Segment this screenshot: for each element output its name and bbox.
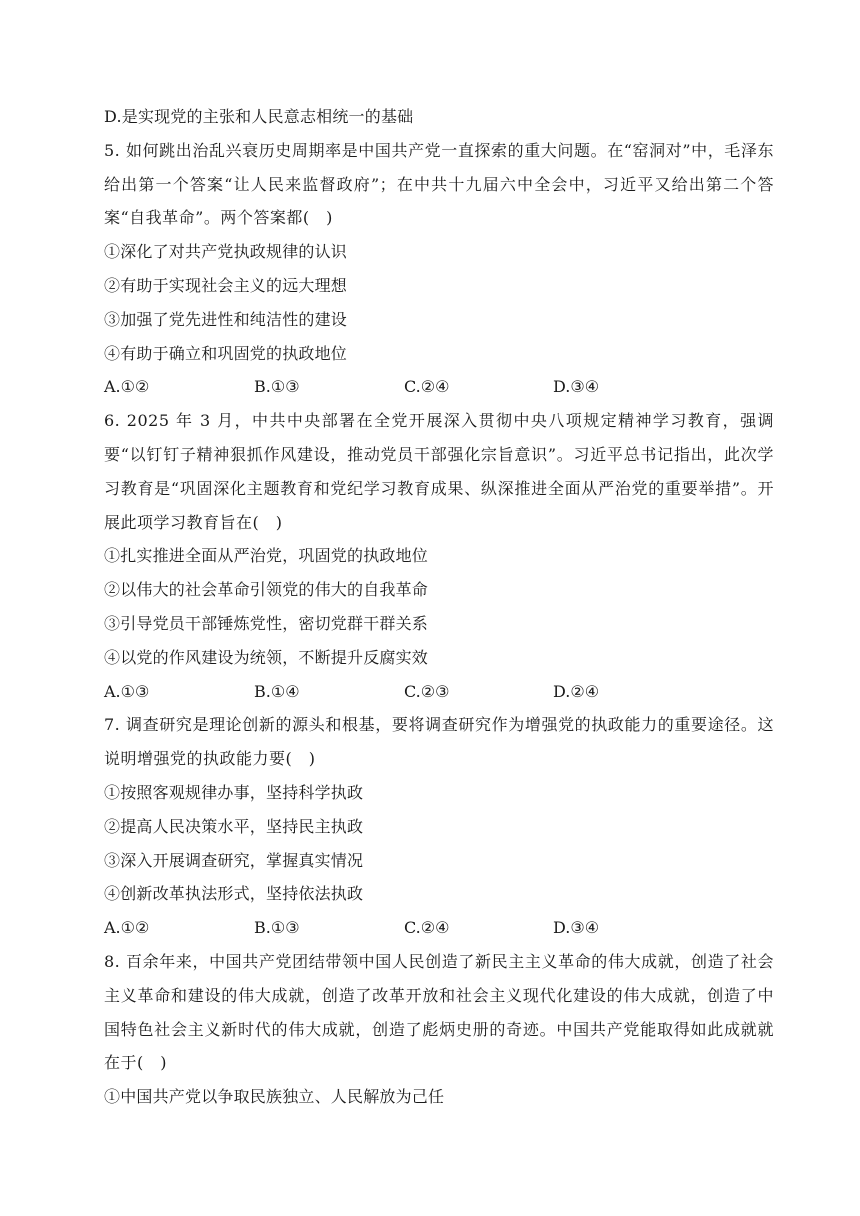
question-5 — [104, 134, 774, 404]
option-d-previous-question: D.是实现党的主张和人民意志相统一的基础 — [104, 107, 414, 126]
document-page — [104, 100, 774, 1114]
question-6-options — [104, 675, 774, 709]
question-6-item-2: ②以伟大的社会革命引领党的伟大的自我革命 — [104, 580, 429, 600]
question-5-option-a: A.①② — [104, 377, 150, 397]
question-7-item-4: ④创新改革执法形式，坚持依法执政 — [104, 884, 364, 904]
question-6-option-d: D.②④ — [553, 681, 600, 701]
question-7-option-c: C.②④ — [404, 918, 450, 938]
question-6-option-c: C.②③ — [404, 681, 450, 701]
question-5-item-4: ④有助于确立和巩固党的执政地位 — [104, 343, 348, 363]
question-6-item-1: ①扎实推进全面从严治党，巩固党的执政地位 — [104, 546, 429, 566]
question-6 — [104, 404, 774, 708]
question-6-item-3: ③引导党员干部锤炼党性，密切党群干群关系 — [104, 613, 429, 633]
question-8 — [104, 945, 774, 1114]
question-5-item-1: ①深化了对共产党执政规律的认识 — [104, 242, 348, 262]
question-8-stem: 8. 百余年来，中国共产党团结带领中国人民创造了新民主主义革命的伟大成就，创造了社会主义革命和建设的伟大成就，创造了改革开放和社会主义现代化建设的伟大成就，创造了中国特色社会主义新时代的伟大成就，创造了彪炳史册的奇迹。中国共产党能取得如此成就就在于( ) — [104, 951, 774, 1073]
question-7-option-b: B.①③ — [254, 918, 300, 938]
question-8-item-1: ①中国共产党以争取民族独立、人民解放为己任 — [104, 1087, 445, 1107]
question-5-option-c: C.②④ — [404, 377, 450, 397]
question-7-option-a: A.①② — [104, 918, 150, 938]
question-5-stem: 5. 如何跳出治乱兴衰历史周期率是中国共产党一直探索的重大问题。在“窑洞对”中，毛泽东给出第一个答案“让人民来监督政府”；在中共十九届六中全会中，习近平又给出第二个答案“自我革命”。两个答案都( ) — [104, 140, 774, 228]
question-5-item-2: ②有助于实现社会主义的远大理想 — [104, 275, 348, 295]
question-7-item-2: ②提高人民决策水平，坚持民主执政 — [104, 816, 364, 836]
question-6-option-b: B.①④ — [254, 681, 300, 701]
question-6-item-4: ④以党的作风建设为统领，不断提升反腐实效 — [104, 647, 429, 667]
question-5-option-d: D.③④ — [553, 377, 600, 397]
question-5-option-b: B.①③ — [254, 377, 300, 397]
question-6-stem: 6. 2025 年 3 月，中共中央部署在全党开展深入贯彻中央八项规定精神学习教育，强调要“以钉钉子精神狠抓作风建设，推动党员干部强化宗旨意识”。习近平总书记指出，此次学习教育是“巩固深化主题教育和党纪学习教育成果、纵深推进全面从严治党的重要举措”。开展此项学习教育旨在( ) — [104, 411, 774, 532]
question-7-option-d: D.③④ — [553, 918, 600, 938]
question-5-options — [104, 370, 774, 404]
question-7-item-1: ①按照客观规律办事，坚持科学执政 — [104, 782, 364, 802]
question-7-item-3: ③深入开展调查研究，掌握真实情况 — [104, 850, 364, 870]
question-5-item-3: ③加强了党先进性和纯洁性的建设 — [104, 309, 348, 329]
question-7-stem: 7. 调查研究是理论创新的源头和根基，要将调查研究作为增强党的执政能力的重要途径。这说明增强党的执政能力要( ) — [104, 715, 774, 769]
question-7-options — [104, 911, 774, 945]
question-7 — [104, 708, 774, 945]
question-6-option-a: A.①③ — [104, 681, 150, 701]
